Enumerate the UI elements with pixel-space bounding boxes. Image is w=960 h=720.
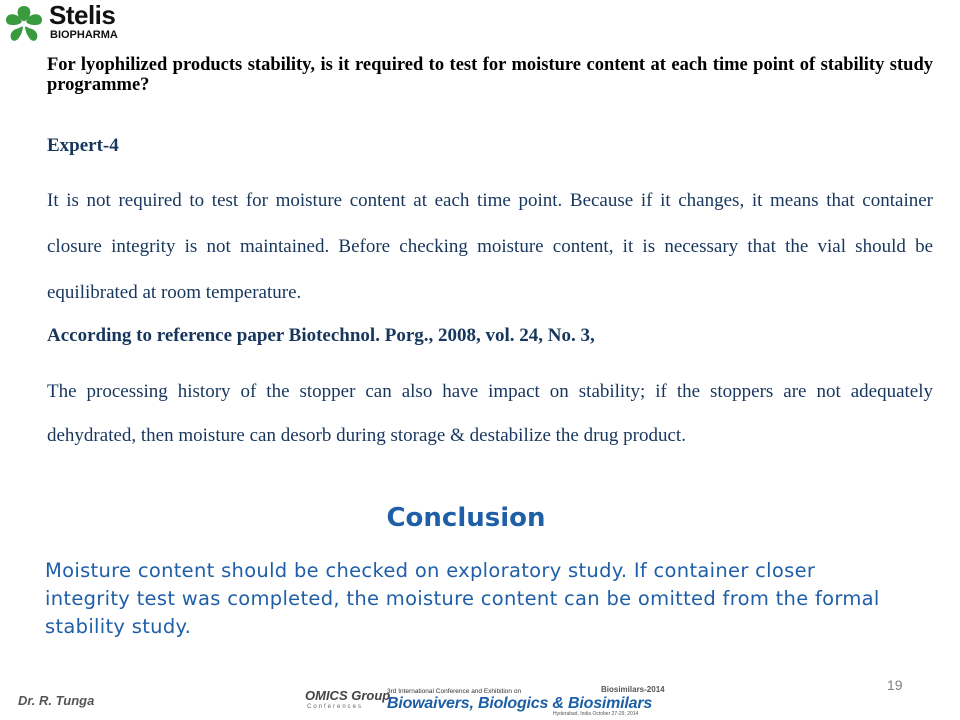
- logo-subtitle: BIOPHARMA: [50, 29, 118, 41]
- conference-title: Biowaivers, Biologics & Biosimilars: [387, 695, 653, 712]
- conclusion-title: Conclusion: [386, 503, 546, 533]
- expert-answer: It is not required to test for moisture content at each time point. Because if it changes, it means that container closure integrity is not maintained. Before checking moisture content, it is necessary that the vial should be equilibrated at room temperature.: [47, 190, 933, 303]
- conference-location: Hyderabad, India October 27-29, 2014: [553, 711, 639, 717]
- logo-name: Stelis: [49, 0, 116, 30]
- omics-logo: OMICS Group: [305, 688, 391, 703]
- conference-tag: Biosimilars-2014: [601, 685, 665, 694]
- reference-paragraph: The processing history of the stopper can also have impact on stability; if the stoppers are not adequately dehydrated, then moisture can desorb during storage & destabilize the drug product.: [47, 381, 933, 446]
- question-text: For lyophilized products stability, is it required to test for moisture content at each time point of stability study programme?: [47, 55, 933, 95]
- stelis-leaf-logo-icon: [2, 2, 46, 46]
- expert-heading: Expert-4: [47, 135, 119, 156]
- stelis-logo: [2, 2, 152, 48]
- conference-line: 3rd International Conference and Exhibition on: [387, 688, 522, 695]
- reference-heading: According to reference paper Biotechnol. Porg., 2008, vol. 24, No. 3,: [47, 325, 595, 346]
- conference-banner: [305, 682, 670, 718]
- omics-sub: Conferences: [307, 704, 364, 710]
- author-name: Dr. R. Tunga: [18, 693, 95, 708]
- page-number: 19: [887, 677, 903, 693]
- conclusion-text: Moisture content should be checked on exploratory study. If container closer integrity test was completed, the moisture content can be omitted from the formal stability study.: [45, 559, 880, 638]
